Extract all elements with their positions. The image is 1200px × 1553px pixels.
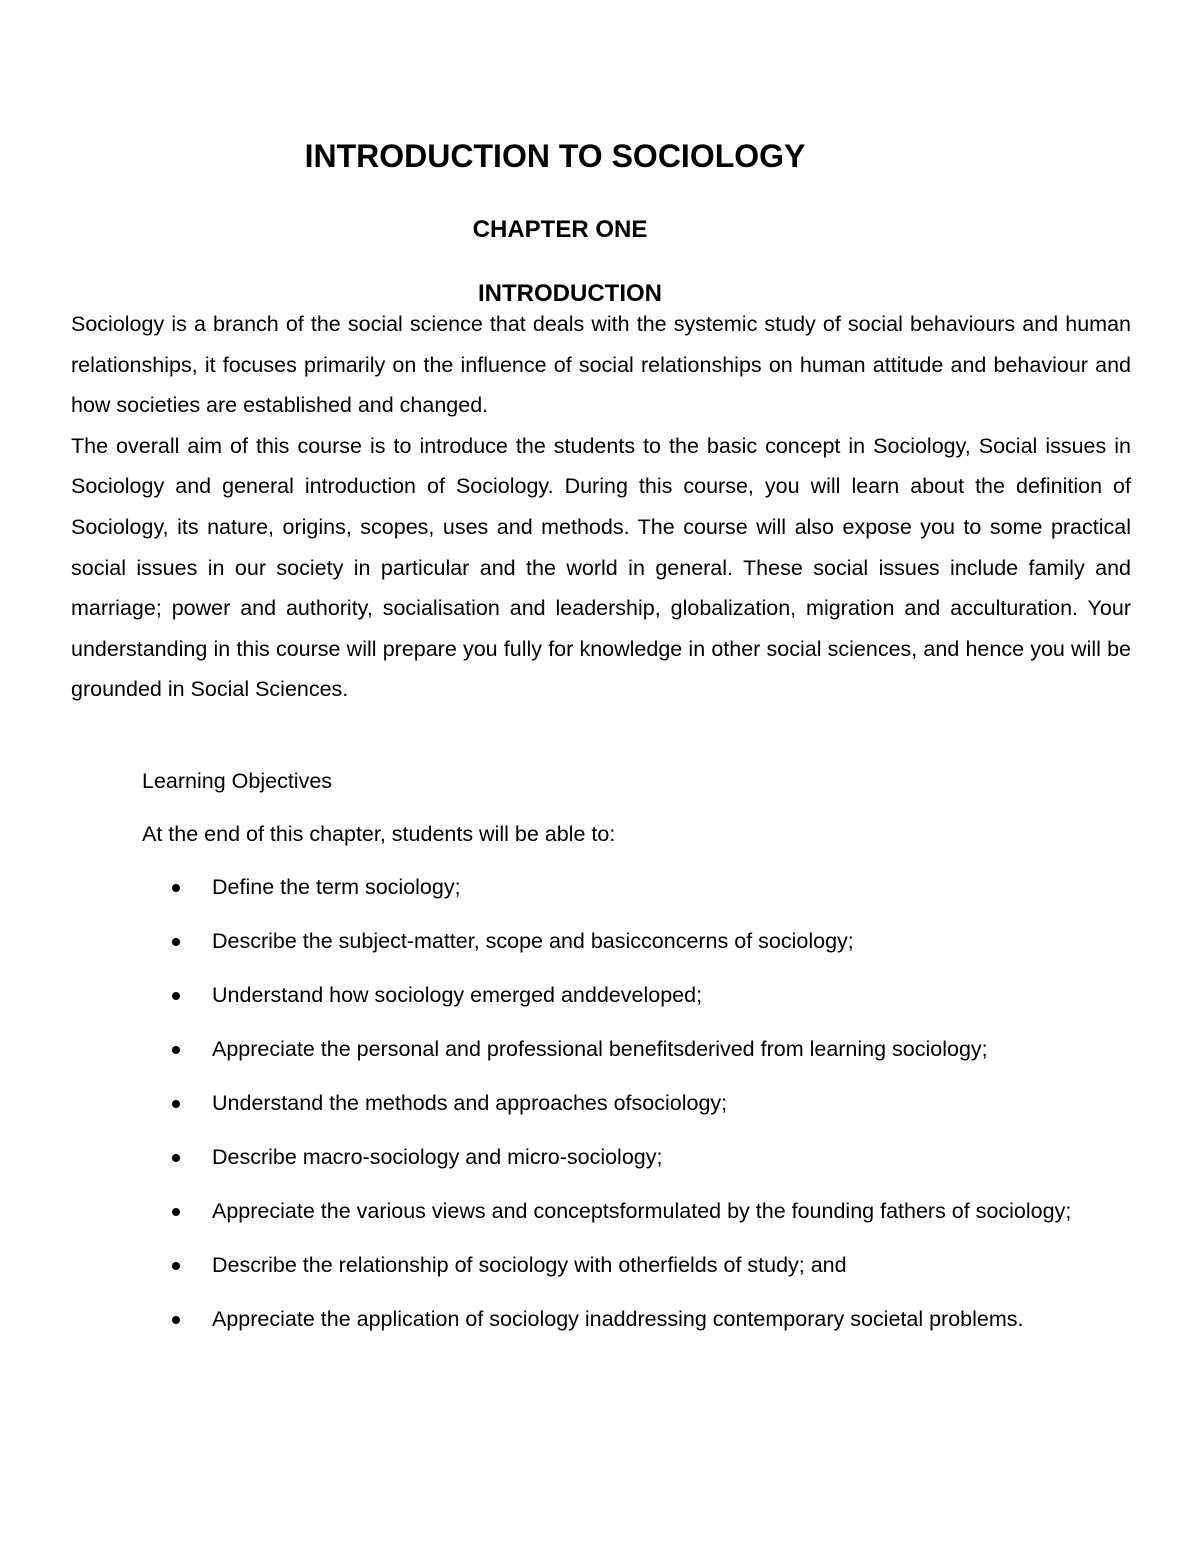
list-item-text: Appreciate the personal and professional benefitsderived from learning sociology; <box>212 1037 988 1061</box>
list-item-text: Appreciate the application of sociology inaddressing contemporary societal problems. <box>212 1307 1024 1331</box>
chapter-heading: CHAPTER ONE <box>472 216 648 243</box>
list-item-text: Describe the relationship of sociology with otherfields of study; and <box>212 1253 847 1277</box>
list-item <box>172 1086 1182 1120</box>
bullet-icon <box>172 1100 180 1108</box>
bullet-icon <box>172 884 180 892</box>
bullet-icon <box>172 1046 180 1054</box>
bullet-icon <box>172 1316 180 1324</box>
learning-objectives-list <box>172 870 1182 1356</box>
bullet-icon <box>172 1154 180 1162</box>
list-item <box>172 1140 1182 1174</box>
bullet-icon <box>172 1262 180 1270</box>
list-item <box>172 1302 1182 1336</box>
learning-objectives-intro: At the end of this chapter, students will be able to: <box>142 822 616 846</box>
list-item-text: Define the term sociology; <box>212 875 461 899</box>
list-item <box>172 1032 1182 1066</box>
paragraph-course-aim: The overall aim of this course is to introduce the students to the basic concept in Sociology, Social issues in Sociology and general introduction of Sociology. During this course, you will learn about the definition of Sociology, its nature, origins, scopes, uses and methods. The course will also expose you to some practical social issues in our society in particular and the world in general. These social issues include family and marriage; power and authority, socialisation and leadership, globalization, migration and acculturation. Your understanding in this course will prepare you fully for knowledge in other social sciences, and hence you will be grounded in Social Sciences. <box>71 433 1131 702</box>
section-heading: INTRODUCTION <box>478 280 662 307</box>
list-item <box>172 1248 1182 1282</box>
list-item <box>172 978 1182 1012</box>
list-item-text: Appreciate the various views and conceptsformulated by the founding fathers of sociology; <box>212 1199 1072 1223</box>
list-item <box>172 924 1182 958</box>
list-item-text: Understand how sociology emerged anddeveloped; <box>212 983 703 1007</box>
learning-objectives-heading: Learning Objectives <box>142 769 333 793</box>
bullet-icon <box>172 992 180 1000</box>
list-item <box>172 870 1182 904</box>
list-item-text: Understand the methods and approaches ofsociology; <box>212 1091 728 1115</box>
list-item <box>172 1194 1182 1228</box>
list-item-text: Describe the subject-matter, scope and basicconcerns of sociology; <box>212 929 854 953</box>
list-item-text: Describe macro-sociology and micro-sociology; <box>212 1145 663 1169</box>
paragraph-definition: Sociology is a branch of the social science that deals with the systemic study of social behaviours and human relationships, it focuses primarily on the influence of social relationships on human attitude and behaviour and how societies are established and changed. <box>71 312 1131 418</box>
bullet-icon <box>172 938 180 946</box>
bullet-icon <box>172 1208 180 1216</box>
document-title: INTRODUCTION TO SOCIOLOGY <box>304 138 806 174</box>
introduction-body <box>71 304 1131 710</box>
